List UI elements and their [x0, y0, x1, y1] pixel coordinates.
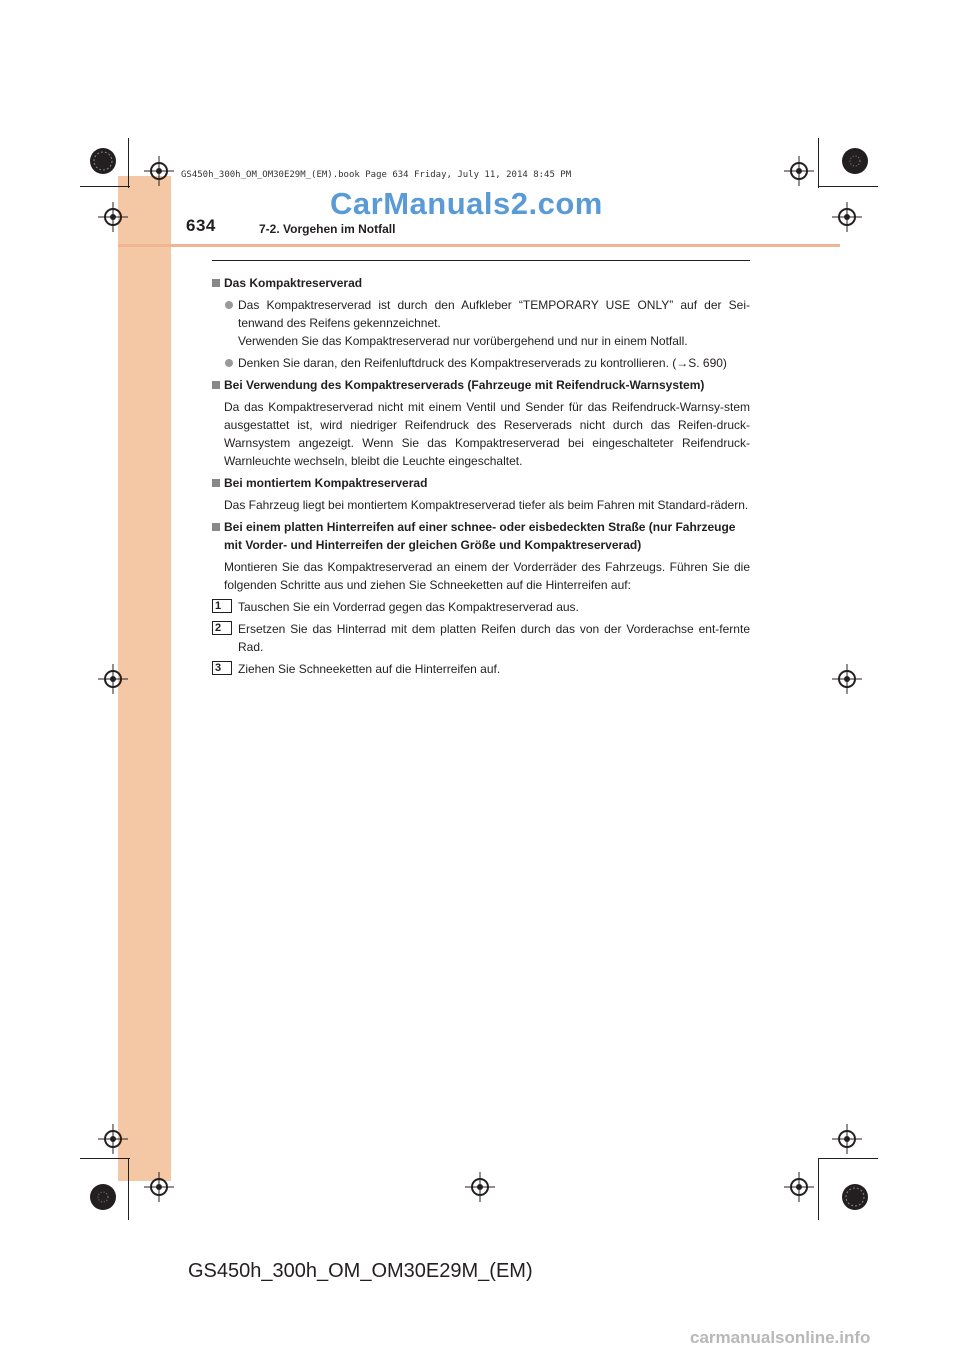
- registration-mark-icon: [832, 664, 862, 694]
- corner-disc-icon: [840, 146, 870, 176]
- section-heading-compact-spare: Das Kompaktreserverad: [212, 274, 750, 292]
- step-item: [212, 598, 750, 616]
- square-bullet-icon: [212, 381, 220, 389]
- step-number: 3: [212, 661, 232, 675]
- round-bullet-icon: [225, 301, 233, 309]
- registration-mark-icon: [832, 1124, 862, 1154]
- square-bullet-icon: [212, 279, 220, 287]
- step-text: Ersetzen Sie das Hinterrad mit dem platten Reifen durch das von der Vorderachse ent-fernte Rad.: [238, 622, 750, 654]
- square-bullet-icon: [212, 479, 220, 487]
- crop-mark: [80, 186, 130, 187]
- header-rule: [118, 244, 840, 247]
- step-number: 1: [212, 599, 232, 613]
- content-rule: [212, 260, 750, 261]
- section-heading-flat-rear-tire: Bei einem platten Hinterreifen auf einer schnee- oder eisbedeckten Straße (nur Fahrzeuge mit Vorder- und Hinterreifen der gleichen Größe und Kompaktreserverad): [212, 518, 750, 554]
- corner-disc-icon: [840, 1182, 870, 1212]
- square-bullet-icon: [212, 523, 220, 531]
- step-text: Tauschen Sie ein Vorderrad gegen das Kompaktreserverad aus.: [238, 600, 579, 614]
- registration-mark-icon: [465, 1172, 495, 1202]
- paragraph: Das Fahrzeug liegt bei montiertem Kompaktreserverad tiefer als beim Fahren mit Standard-rädern.: [224, 498, 749, 512]
- crop-mark: [818, 1158, 819, 1220]
- step-number: 2: [212, 621, 232, 635]
- bullet-item: [212, 296, 750, 350]
- section-title: 7-2. Vorgehen im Notfall: [259, 222, 396, 236]
- crop-mark: [128, 138, 129, 188]
- book-info: GS450h_300h_OM_OM30E29M_(EM).book Page 634 Friday, July 11, 2014 8:45 PM: [181, 170, 572, 180]
- bullet-text: Verwenden Sie das Kompaktreserverad nur vorübergehend und nur in einem Notfall.: [238, 334, 688, 348]
- section-heading-tpms: Bei Verwendung des Kompaktreserverads (Fahrzeuge mit Reifendruck-Warnsystem): [212, 376, 750, 394]
- page-number: 634: [186, 216, 216, 235]
- step-item: [212, 620, 750, 656]
- registration-mark-icon: [784, 1172, 814, 1202]
- main-content: [212, 270, 750, 678]
- paragraph: Da das Kompaktreserverad nicht mit einem Ventil und Sender für das Reifendruck-Warnsy-stem ausgestattet ist, wird niedriger Reifendruck des Reserverads nicht durch das Reifen-druck-Warnsystem angezeigt. Wenn Sie das Kompaktreserverad bei eingeschalteter Reifendruck-Warnleuchte wechseln, bleibt die Leuchte eingeschaltet.: [224, 400, 750, 468]
- crop-mark: [818, 138, 819, 188]
- paragraph: Montieren Sie das Kompaktreserverad an einem der Vorderräder des Fahrzeugs. Führen Sie die folgenden Schritte aus und ziehen Sie Schneeketten auf die Hinterreifen auf:: [224, 560, 750, 592]
- bullet-text: Das Kompaktreserverad ist durch den Aufkleber “TEMPORARY USE ONLY” auf der Sei-tenwand des Reifens gekennzeichnet.: [238, 298, 750, 330]
- crop-mark: [818, 186, 878, 187]
- step-item: [212, 660, 750, 678]
- section-heading-mounted-spare: Bei montiertem Kompaktreserverad: [212, 474, 750, 492]
- round-bullet-icon: [225, 359, 233, 367]
- watermark-top: CarManuals2.com: [330, 186, 603, 221]
- registration-mark-icon: [144, 156, 174, 186]
- corner-disc-icon: [88, 1182, 118, 1212]
- footer-code: GS450h_300h_OM_OM30E29M_(EM): [188, 1260, 533, 1282]
- bullet-item: [212, 354, 750, 372]
- registration-mark-icon: [98, 664, 128, 694]
- registration-mark-icon: [832, 202, 862, 232]
- crop-mark: [128, 1158, 129, 1220]
- registration-mark-icon: [144, 1172, 174, 1202]
- bullet-text: Denken Sie daran, den Reifenluftdruck des Kompaktreserverads zu kontrollieren. (→S. 690): [238, 356, 727, 370]
- crop-mark: [80, 1158, 130, 1159]
- watermark-bottom: carmanualsonline.info: [690, 1328, 871, 1347]
- registration-mark-icon: [98, 1124, 128, 1154]
- crop-mark: [818, 1158, 878, 1159]
- step-text: Ziehen Sie Schneeketten auf die Hinterreifen auf.: [238, 662, 501, 676]
- corner-disc-icon: [88, 146, 118, 176]
- registration-mark-icon: [784, 156, 814, 186]
- registration-mark-icon: [98, 202, 128, 232]
